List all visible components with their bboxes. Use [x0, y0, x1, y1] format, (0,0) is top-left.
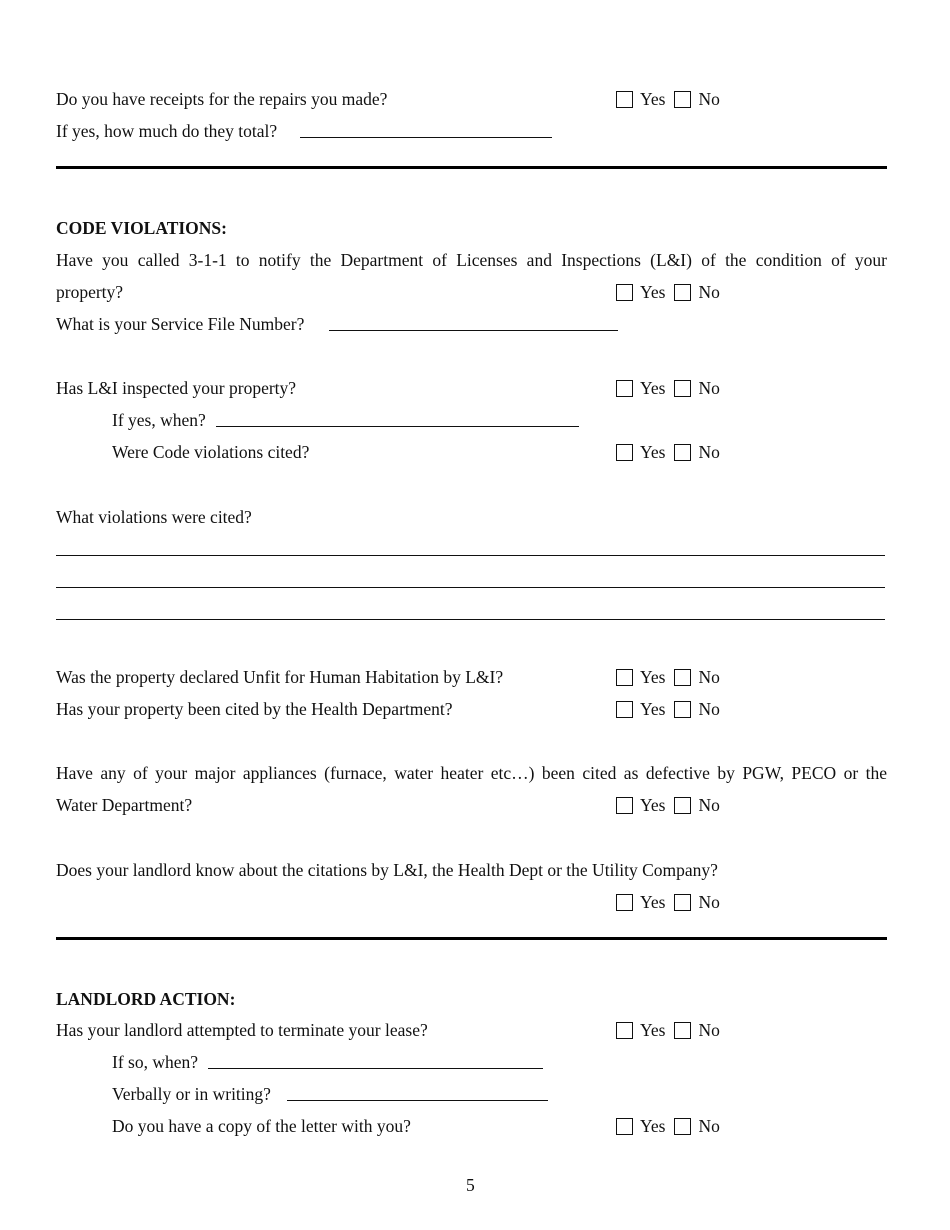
inspected-yes-no — [616, 378, 720, 398]
violations-cited-yes-checkbox[interactable] — [616, 444, 633, 461]
appliances-yes-checkbox[interactable] — [616, 797, 633, 814]
appliances-yes-no — [616, 795, 720, 815]
terminate-yes-checkbox[interactable] — [616, 1022, 633, 1039]
yes-label: Yes — [640, 1115, 666, 1136]
verbal-writing-question: Verbally or in writing? — [112, 1084, 271, 1104]
code-violations-heading: CODE VIOLATIONS: — [56, 218, 227, 238]
no-label: No — [698, 1019, 720, 1040]
terminate-question: Has your landlord attempted to terminate your lease? — [56, 1020, 428, 1040]
no-label: No — [698, 698, 720, 719]
violations-cited-question: Were Code violations cited? — [112, 442, 310, 462]
yes-label: Yes — [640, 377, 666, 398]
landlord-knows-question: Does your landlord know about the citations by L&I, the Health Dept or the Utility Company? — [56, 860, 718, 880]
terminate-when-field[interactable] — [208, 1068, 543, 1069]
terminate-no-checkbox[interactable] — [674, 1022, 691, 1039]
terminate-when-question: If so, when? — [112, 1052, 199, 1072]
unfit-yes-checkbox[interactable] — [616, 669, 633, 686]
inspected-when-field[interactable] — [216, 426, 579, 427]
appliances-question-line1: Have any of your major appliances (furnace, water heater etc…) been cited as defective by PGW, PECO or the — [56, 763, 887, 783]
receipts-yes-checkbox[interactable] — [616, 91, 633, 108]
called-311-question-line2: property? — [56, 282, 124, 302]
no-label: No — [698, 891, 720, 912]
receipts-total-question: If yes, how much do they total? — [56, 121, 278, 141]
page-number: 5 — [466, 1175, 475, 1195]
landlord-action-heading: LANDLORD ACTION: — [56, 989, 236, 1009]
copy-letter-no-checkbox[interactable] — [674, 1118, 691, 1135]
receipts-question: Do you have receipts for the repairs you made? — [56, 89, 388, 109]
no-label: No — [698, 377, 720, 398]
terminate-yes-no — [616, 1020, 720, 1040]
no-label: No — [698, 1115, 720, 1136]
landlord-knows-yes-checkbox[interactable] — [616, 894, 633, 911]
yes-label: Yes — [640, 891, 666, 912]
copy-letter-yes-checkbox[interactable] — [616, 1118, 633, 1135]
unfit-no-checkbox[interactable] — [674, 669, 691, 686]
appliances-question-line2: Water Department? — [56, 795, 193, 815]
no-label: No — [698, 88, 720, 109]
health-dept-yes-checkbox[interactable] — [616, 701, 633, 718]
yes-label: Yes — [640, 441, 666, 462]
section-divider — [56, 937, 887, 940]
receipts-total-field[interactable] — [300, 137, 552, 138]
service-file-question: What is your Service File Number? — [56, 314, 305, 334]
violations-answer-line[interactable] — [56, 619, 885, 620]
inspected-when-question: If yes, when? — [112, 410, 206, 430]
yes-label: Yes — [640, 698, 666, 719]
health-dept-question: Has your property been cited by the Health Department? — [56, 699, 453, 719]
copy-letter-question: Do you have a copy of the letter with you? — [112, 1116, 411, 1136]
yes-label: Yes — [640, 794, 666, 815]
no-label: No — [698, 441, 720, 462]
landlord-knows-no-checkbox[interactable] — [674, 894, 691, 911]
service-file-field[interactable] — [329, 330, 618, 331]
health-dept-no-checkbox[interactable] — [674, 701, 691, 718]
section-divider — [56, 166, 887, 169]
inspected-yes-checkbox[interactable] — [616, 380, 633, 397]
verbal-writing-field[interactable] — [287, 1100, 548, 1101]
unfit-yes-no — [616, 667, 720, 687]
inspected-no-checkbox[interactable] — [674, 380, 691, 397]
copy-letter-yes-no — [616, 1116, 720, 1136]
called-311-yes-no — [616, 282, 720, 302]
violations-cited-yes-no — [616, 442, 720, 462]
landlord-knows-yes-no — [616, 892, 720, 912]
unfit-question: Was the property declared Unfit for Human Habitation by L&I? — [56, 667, 504, 687]
receipts-no-checkbox[interactable] — [674, 91, 691, 108]
violations-answer-line[interactable] — [56, 587, 885, 588]
called-311-question-line1: Have you called 3-1-1 to notify the Department of Licenses and Inspections (L&I) of the condition of your — [56, 250, 887, 270]
no-label: No — [698, 281, 720, 302]
violations-answer-line[interactable] — [56, 555, 885, 556]
yes-label: Yes — [640, 88, 666, 109]
yes-label: Yes — [640, 666, 666, 687]
called-311-no-checkbox[interactable] — [674, 284, 691, 301]
inspected-question: Has L&I inspected your property? — [56, 378, 297, 398]
yes-label: Yes — [640, 1019, 666, 1040]
called-311-yes-checkbox[interactable] — [616, 284, 633, 301]
yes-label: Yes — [640, 281, 666, 302]
appliances-no-checkbox[interactable] — [674, 797, 691, 814]
no-label: No — [698, 794, 720, 815]
what-violations-question: What violations were cited? — [56, 507, 252, 527]
health-dept-yes-no — [616, 699, 720, 719]
violations-cited-no-checkbox[interactable] — [674, 444, 691, 461]
receipts-yes-no — [616, 89, 720, 109]
no-label: No — [698, 666, 720, 687]
